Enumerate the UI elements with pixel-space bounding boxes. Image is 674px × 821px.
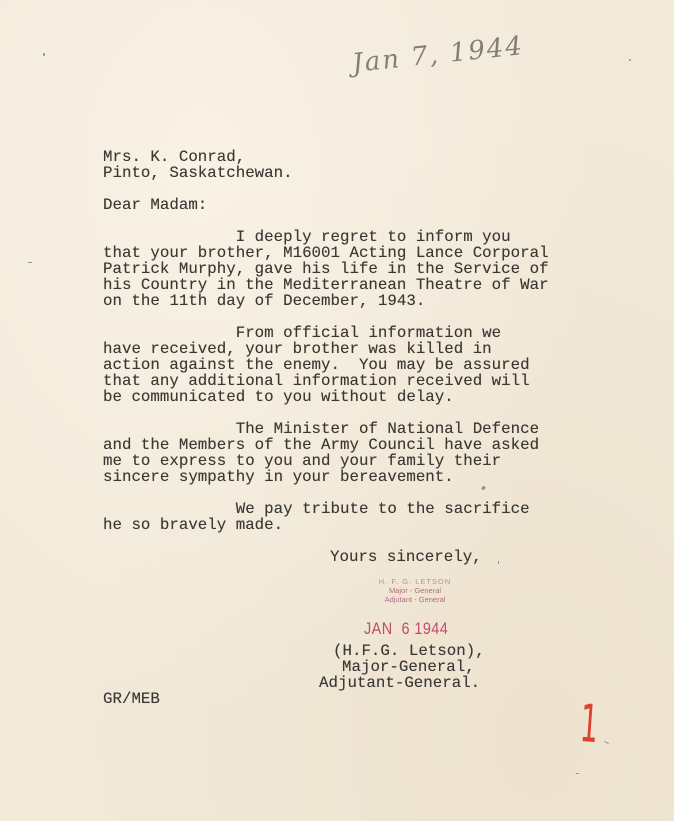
paper-speck <box>43 53 45 56</box>
paragraph-line: me to express to you and your family their <box>103 452 502 470</box>
paper-speck <box>604 741 609 744</box>
paper-speck <box>498 561 499 564</box>
paragraph-line: he so bravely made. <box>103 516 284 534</box>
handwritten-date: Jan 7, 1944 <box>350 31 526 79</box>
stamp-rank: Major - General <box>388 586 442 595</box>
reference-initials: GR/MEB <box>103 690 160 708</box>
received-date-stamp: JAN 6 1944 <box>364 619 449 638</box>
paragraph-line: his Country in the Mediterranean Theatre of War <box>103 276 549 294</box>
signature-name: (H.F.G. Letson), <box>333 642 485 660</box>
recipient-address: Pinto, Saskatchewan. <box>103 164 293 182</box>
paper-speck <box>28 262 32 263</box>
paragraph-line: have received, your brother was killed in <box>103 340 492 358</box>
page-number: 1 <box>578 694 601 756</box>
recipient-name: Mrs. K. Conrad, <box>103 148 246 166</box>
paragraph-line: We pay tribute to the sacrifice <box>103 500 530 518</box>
paragraph-line: From official information we <box>103 324 502 342</box>
paragraph-line: sincere sympathy in your bereavement. <box>103 468 454 486</box>
paragraph-line: action against the enemy. You may be assured <box>103 356 530 374</box>
paper-speck <box>629 59 631 61</box>
paper-speck <box>576 773 579 774</box>
salutation: Dear Madam: <box>103 196 208 214</box>
stamp-title: Adjutant - General <box>384 595 446 604</box>
stamp-name: H. F. G. LETSON <box>378 577 452 586</box>
paragraph-line: I deeply regret to inform you <box>103 228 511 246</box>
signature-rank: Major-General, <box>342 658 475 676</box>
paragraph-line: and the Members of the Army Council have asked <box>103 436 540 454</box>
signature-stamp <box>360 577 470 604</box>
paragraph-line: The Minister of National Defence <box>103 420 540 438</box>
paper-speck <box>481 486 486 491</box>
paragraph-line: that any additional information received will <box>103 372 530 390</box>
paragraph-line: on the 11th day of December, 1943. <box>103 292 426 310</box>
paragraph-line: be communicated to you without delay. <box>103 388 454 406</box>
signature-title: Adjutant-General. <box>319 674 481 692</box>
closing: Yours sincerely, <box>330 548 482 566</box>
paragraph-line: that your brother, M16001 Acting Lance Corporal <box>103 244 549 262</box>
paragraph-line: Patrick Murphy, gave his life in the Service of <box>103 260 549 278</box>
